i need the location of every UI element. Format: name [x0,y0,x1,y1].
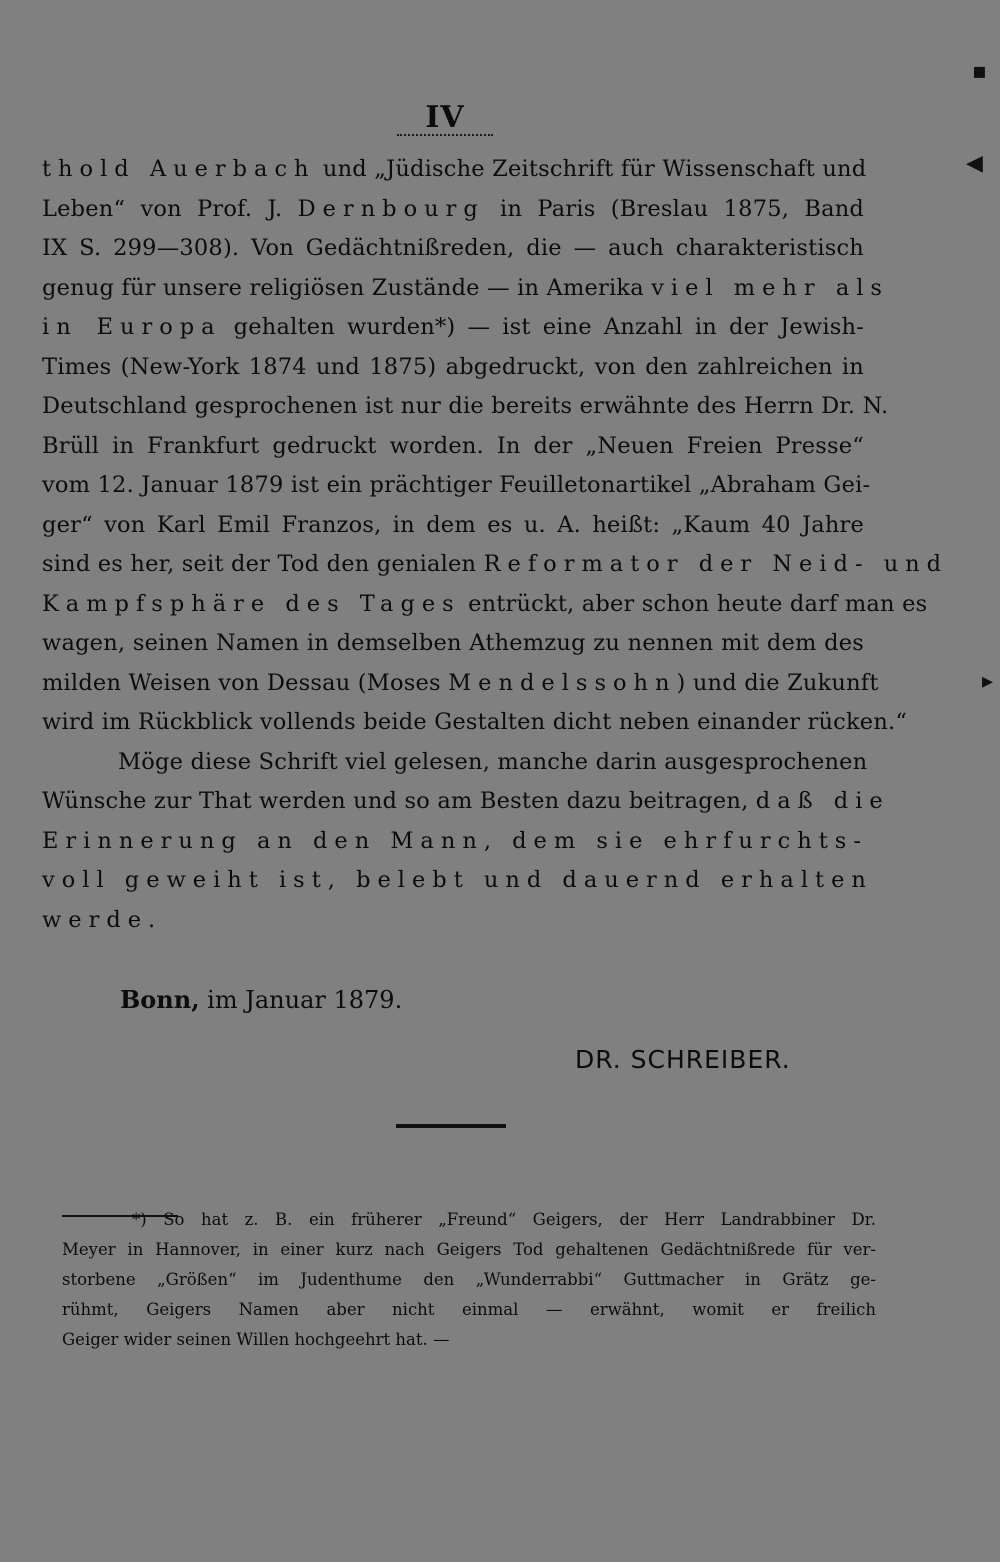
footnote-line: rühmt, Geigers Namen aber nicht einmal — erwähnt, womit er freilich [62,1300,876,1319]
text-line: sind es her, seit der Tod den genialen Reformator der Neid- und [42,551,949,577]
text-line: Kampfsphäre des Tages entrückt, aber schon heute darf man es [42,590,928,617]
edge-bleed-mark: ◀ [966,150,983,176]
body-text [42,150,949,940]
text-line: genug für unsere religiösen Zustände — in Amerika viel mehr als [42,274,889,301]
place-city: Bonn, [120,985,200,1014]
place-date: im Januar 1879. [199,986,403,1014]
page-number: IV [425,100,465,135]
text-line: Leben“ von Prof. J. Dernbourg in Paris (Breslau 1875, Band [42,195,864,222]
place-and-date [120,980,402,1020]
text-line: Deutschland gesprochenen ist nur die bereits erwähnte des Herrn Dr. N. [42,393,889,419]
text-line: Erinnerung an den Mann, dem sie ehrfurchts- [42,827,868,854]
footnote-line: Geiger wider seinen Willen hochgeehrt hat. — [62,1330,450,1349]
page-number-ornament [397,134,493,136]
text-line: IX S. 299—308). Von Gedächtnißreden, die — auch charakteristisch [42,235,864,261]
text-line: in Europa gehalten wurden*) — ist eine Anzahl in der Jewish- [42,314,865,340]
section-end-rule [396,1124,506,1128]
text-line: Wünsche zur That werden und so am Besten dazu beitragen, daß die [42,788,890,814]
text-line: milden Weisen von Dessau (Moses Mendelssohn) und die Zukunft [42,669,879,696]
edge-bleed-mark: ▪ [972,58,987,84]
text-line: wagen, seinen Namen in demselben Athemzug zu nennen mit dem des [42,630,864,656]
text-line: ger“ von Karl Emil Franzos, in dem es u. A. heißt: „Kaum 40 Jahre [42,511,864,538]
text-line: thold Auerbach und „Jüdische Zeitschrift für Wissenschaft und [42,156,867,182]
text-line: voll geweiht ist, belebt und dauernd erhalten [42,867,873,893]
text-line: werde. [42,906,163,933]
text-line: wird im Rückblick vollends beide Gestalten dicht neben einander rücken.“ [42,709,908,735]
footnote-line: *) So hat z. B. ein früherer „Freund“ Geigers, der Herr Landrabbiner Dr. [132,1210,876,1229]
text-line: Möge diese Schrift viel gelesen, manche darin ausgesprochenen [118,748,868,775]
footnote-line: Meyer in Hannover, in einer kurz nach Geigers Tod gehaltenen Gedächtnißrede für ver- [62,1240,876,1259]
text-line: vom 12. Januar 1879 ist ein prächtiger Feuilletonartikel „Abraham Gei- [42,472,871,498]
text-line: Brüll in Frankfurt gedruckt worden. In der „Neuen Freien Presse“ [42,432,864,459]
author-signature: DR. SCHREIBER. [575,1045,791,1074]
text-line: Times (New-York 1874 und 1875) abgedruckt, von den zahlreichen in [42,353,864,380]
footnote-line: storbene „Größen“ im Judenthume den „Wunderrabbi“ Guttmacher in Grätz ge- [62,1270,876,1289]
edge-bleed-mark: ▸ [982,668,994,694]
footnotes [62,1205,876,1355]
